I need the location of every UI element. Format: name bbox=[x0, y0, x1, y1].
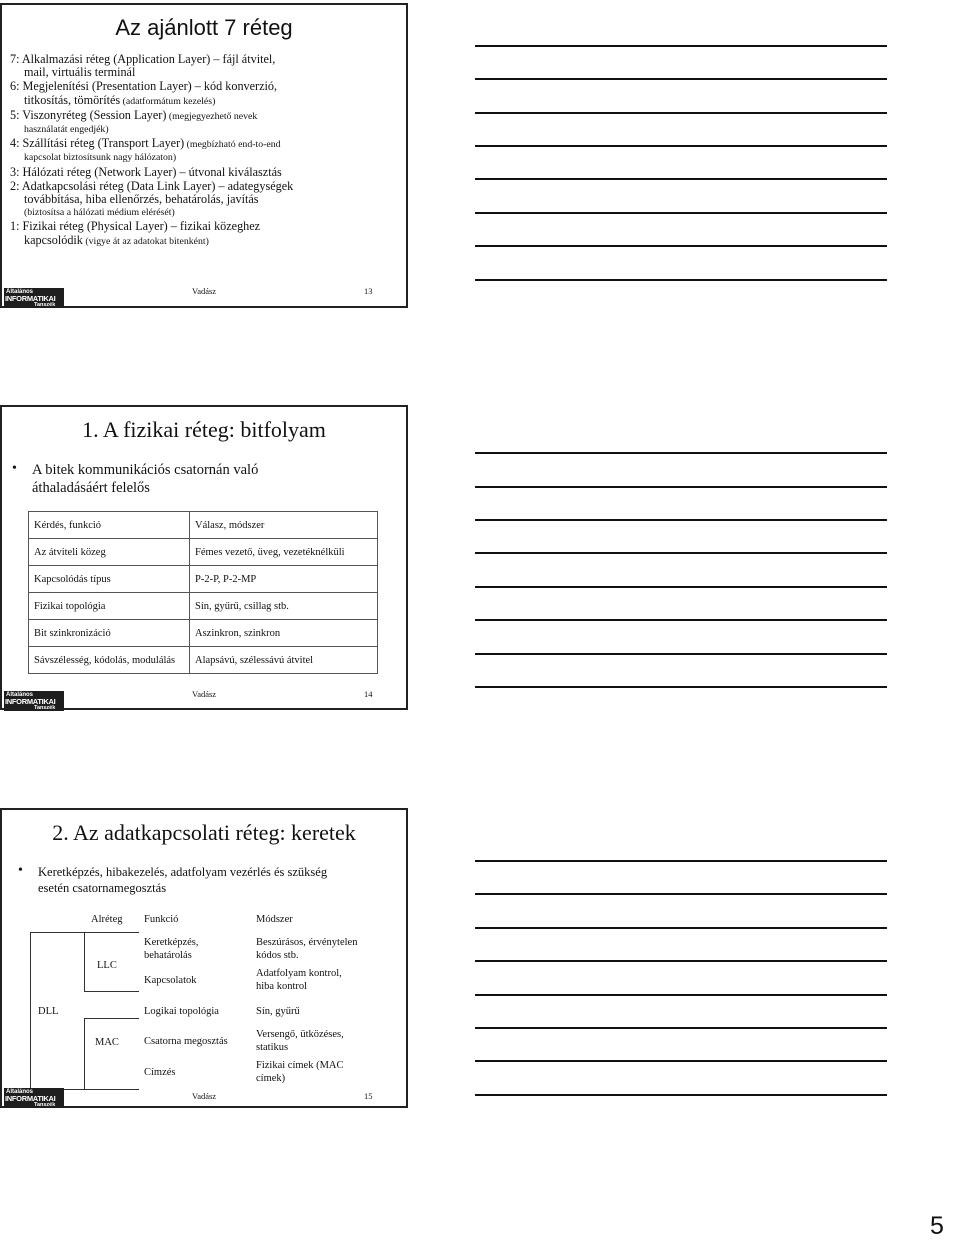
table-cell: Kapcsolódás típus bbox=[29, 566, 190, 593]
layer-2-cont: továbbítása, hiba ellenőrzés, behatárolás, javítás bbox=[24, 192, 259, 207]
slide-15 bbox=[0, 808, 408, 1108]
table-cell: Bit szinkronizáció bbox=[29, 620, 190, 647]
layer-2-note: (biztosítsa a hálózati médium elérését) bbox=[24, 207, 175, 219]
table-row bbox=[29, 647, 378, 674]
layer-6-cont: titkosítás, tömörítés bbox=[24, 92, 121, 107]
mac-bracket bbox=[84, 1018, 139, 1090]
sublayer-llc: LLC bbox=[97, 960, 117, 971]
layer-5 bbox=[10, 109, 406, 136]
layer-7-cont: mail, virtuális terminál bbox=[24, 65, 136, 80]
data-link-layer-diagram bbox=[2, 810, 406, 1106]
note-line bbox=[475, 893, 887, 895]
slide-title: 2. Az adatkapcsolati réteg: keretek bbox=[52, 820, 356, 845]
table-row bbox=[29, 539, 378, 566]
layer-5-note-cont: használatát engedjék) bbox=[24, 124, 109, 136]
layer-5-note: (megjegyezhető nevek bbox=[166, 110, 258, 122]
function-channel-sharing: Csatorna megosztás bbox=[144, 1036, 228, 1047]
table-cell: Az átviteli közeg bbox=[29, 539, 190, 566]
method-connections: Adatfolyam kontrol, bbox=[256, 968, 342, 979]
note-line bbox=[475, 927, 887, 929]
bullet-line2: áthaladásáért felelős bbox=[32, 480, 150, 496]
method-channel-sharing: Versengő, ütközéses, bbox=[256, 1029, 344, 1040]
footer-author: Vadász bbox=[192, 1091, 217, 1101]
header-function: Funkció bbox=[144, 914, 179, 925]
department-logo bbox=[4, 691, 64, 711]
method-framing-cont: kódos stb. bbox=[256, 950, 299, 961]
method-addressing: Fizikai címek (MAC bbox=[256, 1060, 344, 1071]
slide-14 bbox=[0, 405, 408, 710]
physical-layer-table bbox=[28, 511, 378, 674]
note-line bbox=[475, 686, 887, 688]
note-line bbox=[475, 212, 887, 214]
bullet-point bbox=[12, 461, 259, 497]
table-cell: Sávszélesség, kódolás, modulálás bbox=[29, 647, 190, 674]
note-line bbox=[475, 1027, 887, 1029]
note-line bbox=[475, 178, 887, 180]
note-line bbox=[475, 860, 887, 862]
note-line bbox=[475, 245, 887, 247]
layer-7-text: 7: Alkalmazási réteg (Application Layer) – fájl átvitel, bbox=[10, 52, 276, 66]
logo-line1: Általános bbox=[6, 1089, 34, 1095]
layer-2-text: 2: Adatkapcsolási réteg (Data Link Layer) – adategységek bbox=[10, 178, 294, 193]
bullet-line2: esetén csatornamegosztás bbox=[38, 881, 167, 895]
logo-line2: INFORMATIKAI bbox=[5, 1094, 56, 1103]
table-cell: Fizikai topológia bbox=[29, 593, 190, 620]
function-topology: Logikai topológia bbox=[144, 1006, 219, 1017]
header-method: Módszer bbox=[256, 914, 293, 925]
note-line bbox=[475, 112, 887, 114]
footer-author: Vadász bbox=[192, 689, 217, 699]
department-logo bbox=[4, 1088, 64, 1108]
table-row bbox=[29, 620, 378, 647]
function-addressing: Címzés bbox=[144, 1067, 176, 1078]
note-line bbox=[475, 1094, 887, 1096]
layer-4-note: (megbízható end-to-end bbox=[184, 139, 281, 151]
bullet-line1: Keretképzés, hibakezelés, adatfolyam vezérlés és szükség bbox=[38, 865, 328, 879]
table-row bbox=[29, 566, 378, 593]
function-connections: Kapcsolatok bbox=[144, 975, 197, 986]
layer-6 bbox=[10, 80, 406, 107]
table-cell: Kérdés, funkció bbox=[29, 512, 190, 539]
note-line bbox=[475, 960, 887, 962]
table-cell: Válasz, módszer bbox=[190, 512, 378, 539]
note-line bbox=[475, 78, 887, 80]
note-line bbox=[475, 279, 887, 281]
method-connections-cont: hiba kontrol bbox=[256, 981, 308, 992]
logo-line3: Tanszék bbox=[34, 705, 56, 711]
bullet-icon: • bbox=[18, 863, 23, 878]
layer-1 bbox=[10, 220, 406, 247]
footer-page-number: 13 bbox=[364, 286, 373, 296]
slide-title: 1. A fizikai réteg: bitfolyam bbox=[82, 417, 326, 442]
note-line bbox=[475, 486, 887, 488]
page-number: 5 bbox=[930, 1212, 944, 1240]
table-cell: P-2-P, P-2-MP bbox=[190, 566, 378, 593]
department-logo bbox=[4, 288, 64, 308]
note-line bbox=[475, 994, 887, 996]
note-line bbox=[475, 1060, 887, 1062]
footer-page-number: 15 bbox=[364, 1091, 373, 1101]
bullet-icon: • bbox=[12, 461, 17, 476]
table-row bbox=[29, 512, 378, 539]
logo-line2: INFORMATIKAI bbox=[5, 294, 56, 303]
bullet-line1: A bitek kommunikációs csatornán való bbox=[32, 462, 259, 478]
note-line bbox=[475, 145, 887, 147]
layer-1-cont: kapcsolódik bbox=[24, 232, 83, 247]
note-line bbox=[475, 519, 887, 521]
note-line bbox=[475, 45, 887, 47]
note-line bbox=[475, 586, 887, 588]
logo-line3: Tanszék bbox=[34, 1102, 56, 1108]
layer-dll: DLL bbox=[38, 1006, 59, 1017]
layer-list bbox=[10, 53, 406, 249]
layer-4-note-cont: kapcsolat biztosítsunk nagy hálózaton) bbox=[24, 152, 177, 164]
logo-line1: Általános bbox=[6, 692, 34, 698]
note-line bbox=[475, 552, 887, 554]
note-line bbox=[475, 452, 887, 454]
table-row bbox=[29, 593, 378, 620]
method-addressing-cont: címek) bbox=[256, 1073, 286, 1084]
function-framing: Keretképzés, bbox=[144, 937, 199, 948]
function-framing-cont: behatárolás bbox=[144, 950, 192, 961]
slide-13 bbox=[0, 3, 408, 308]
layer-4-text: 4: Szállítási réteg (Transport Layer) bbox=[10, 136, 185, 151]
sublayer-mac: MAC bbox=[95, 1037, 119, 1048]
method-framing: Beszúrásos, érvénytelen bbox=[256, 937, 358, 948]
layer-1-note: (vigye át az adatokat bitenként) bbox=[82, 235, 209, 247]
logo-line1: Általános bbox=[6, 289, 34, 295]
layer-3 bbox=[10, 166, 406, 179]
header-sublayer: Alréteg bbox=[91, 914, 123, 925]
layer-6-text: 6: Megjelenítési (Presentation Layer) – kód konverzió, bbox=[10, 79, 278, 94]
method-topology: Sín, gyűrű bbox=[256, 1006, 300, 1017]
layer-1-text: 1: Fizikai réteg (Physical Layer) – fizikai közeghez bbox=[10, 219, 261, 234]
table-cell: Alapsávú, szélessávú átvitel bbox=[190, 647, 378, 674]
layer-2 bbox=[10, 180, 406, 220]
note-line bbox=[475, 653, 887, 655]
layer-5-text: 5: Viszonyréteg (Session Layer) bbox=[10, 107, 167, 122]
table-cell: Fémes vezető, üveg, vezetéknélküli bbox=[190, 539, 378, 566]
layer-4 bbox=[10, 137, 406, 164]
footer-page-number: 14 bbox=[364, 689, 373, 699]
layer-6-note: (adatformátum kezelés) bbox=[120, 95, 216, 107]
layer-7 bbox=[10, 53, 406, 79]
logo-line3: Tanszék bbox=[34, 302, 56, 308]
slide-title: Az ajánlott 7 réteg bbox=[115, 15, 293, 40]
method-channel-sharing-cont: statikus bbox=[256, 1042, 289, 1053]
table-cell: Aszinkron, szinkron bbox=[190, 620, 378, 647]
footer-author: Vadász bbox=[192, 286, 217, 296]
logo-line2: INFORMATIKAI bbox=[5, 697, 56, 706]
note-line bbox=[475, 619, 887, 621]
table-cell: Sín, gyűrű, csillag stb. bbox=[190, 593, 378, 620]
layer-3-text: 3: Hálózati réteg (Network Layer) – útvonal kiválasztás bbox=[10, 164, 282, 179]
